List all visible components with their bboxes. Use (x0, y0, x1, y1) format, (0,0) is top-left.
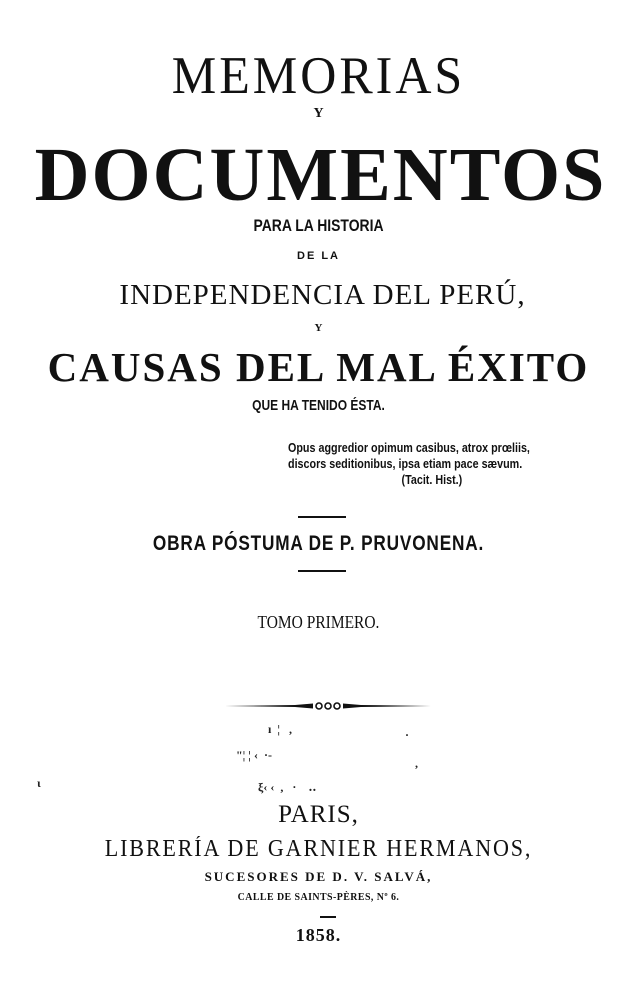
subtitle-independencia: INDEPENDENCIA DEL PERÚ, (119, 279, 526, 311)
title-memorias: MEMORIAS (171, 45, 466, 105)
imprint-year: 1858. (295, 925, 342, 945)
conjunction-y-2: Y (314, 322, 323, 334)
epigraph-line-1: Opus aggredior opimum casibus, atrox prœliis, (288, 441, 530, 455)
subtitle-para-la-historia: PARA LA HISTORIA (253, 216, 384, 235)
imprint-city: PARIS, (278, 801, 359, 828)
subtitle-causas: CAUSAS DEL MAL ÉXITO (47, 344, 590, 390)
author-line: OBRA PÓSTUMA DE P. PRUVONENA. (152, 532, 485, 555)
imprint-publisher: LIBRERÍA DE GARNIER HERMANOS, (104, 836, 533, 862)
imprint-successors: SUCESORES DE D. V. SALVÁ, (204, 869, 433, 884)
volume-label: TOMO PRIMERO. (257, 612, 380, 632)
epigraph-line-2: discors seditionibus, ipsa etiam pace sævum. (288, 457, 523, 471)
title-documentos: DOCUMENTOS (34, 133, 607, 217)
subtitle-que-ha-tenido: QUE HA TENIDO ÉSTA. (252, 397, 385, 414)
page-blemishes: ı ¦ , · "¦ ¦ ‹ ·- , ι ξ‹ ‹ , · ‥ (37, 722, 418, 794)
epigraph-citation: (Tacit. Hist.) (401, 473, 463, 487)
subtitle-de-la: DE LA (297, 250, 340, 262)
divider-year (320, 916, 336, 918)
conjunction-y: Y (313, 106, 324, 121)
imprint-address: CALLE DE SAINTS-PÈRES, Nº 6. (237, 891, 400, 903)
